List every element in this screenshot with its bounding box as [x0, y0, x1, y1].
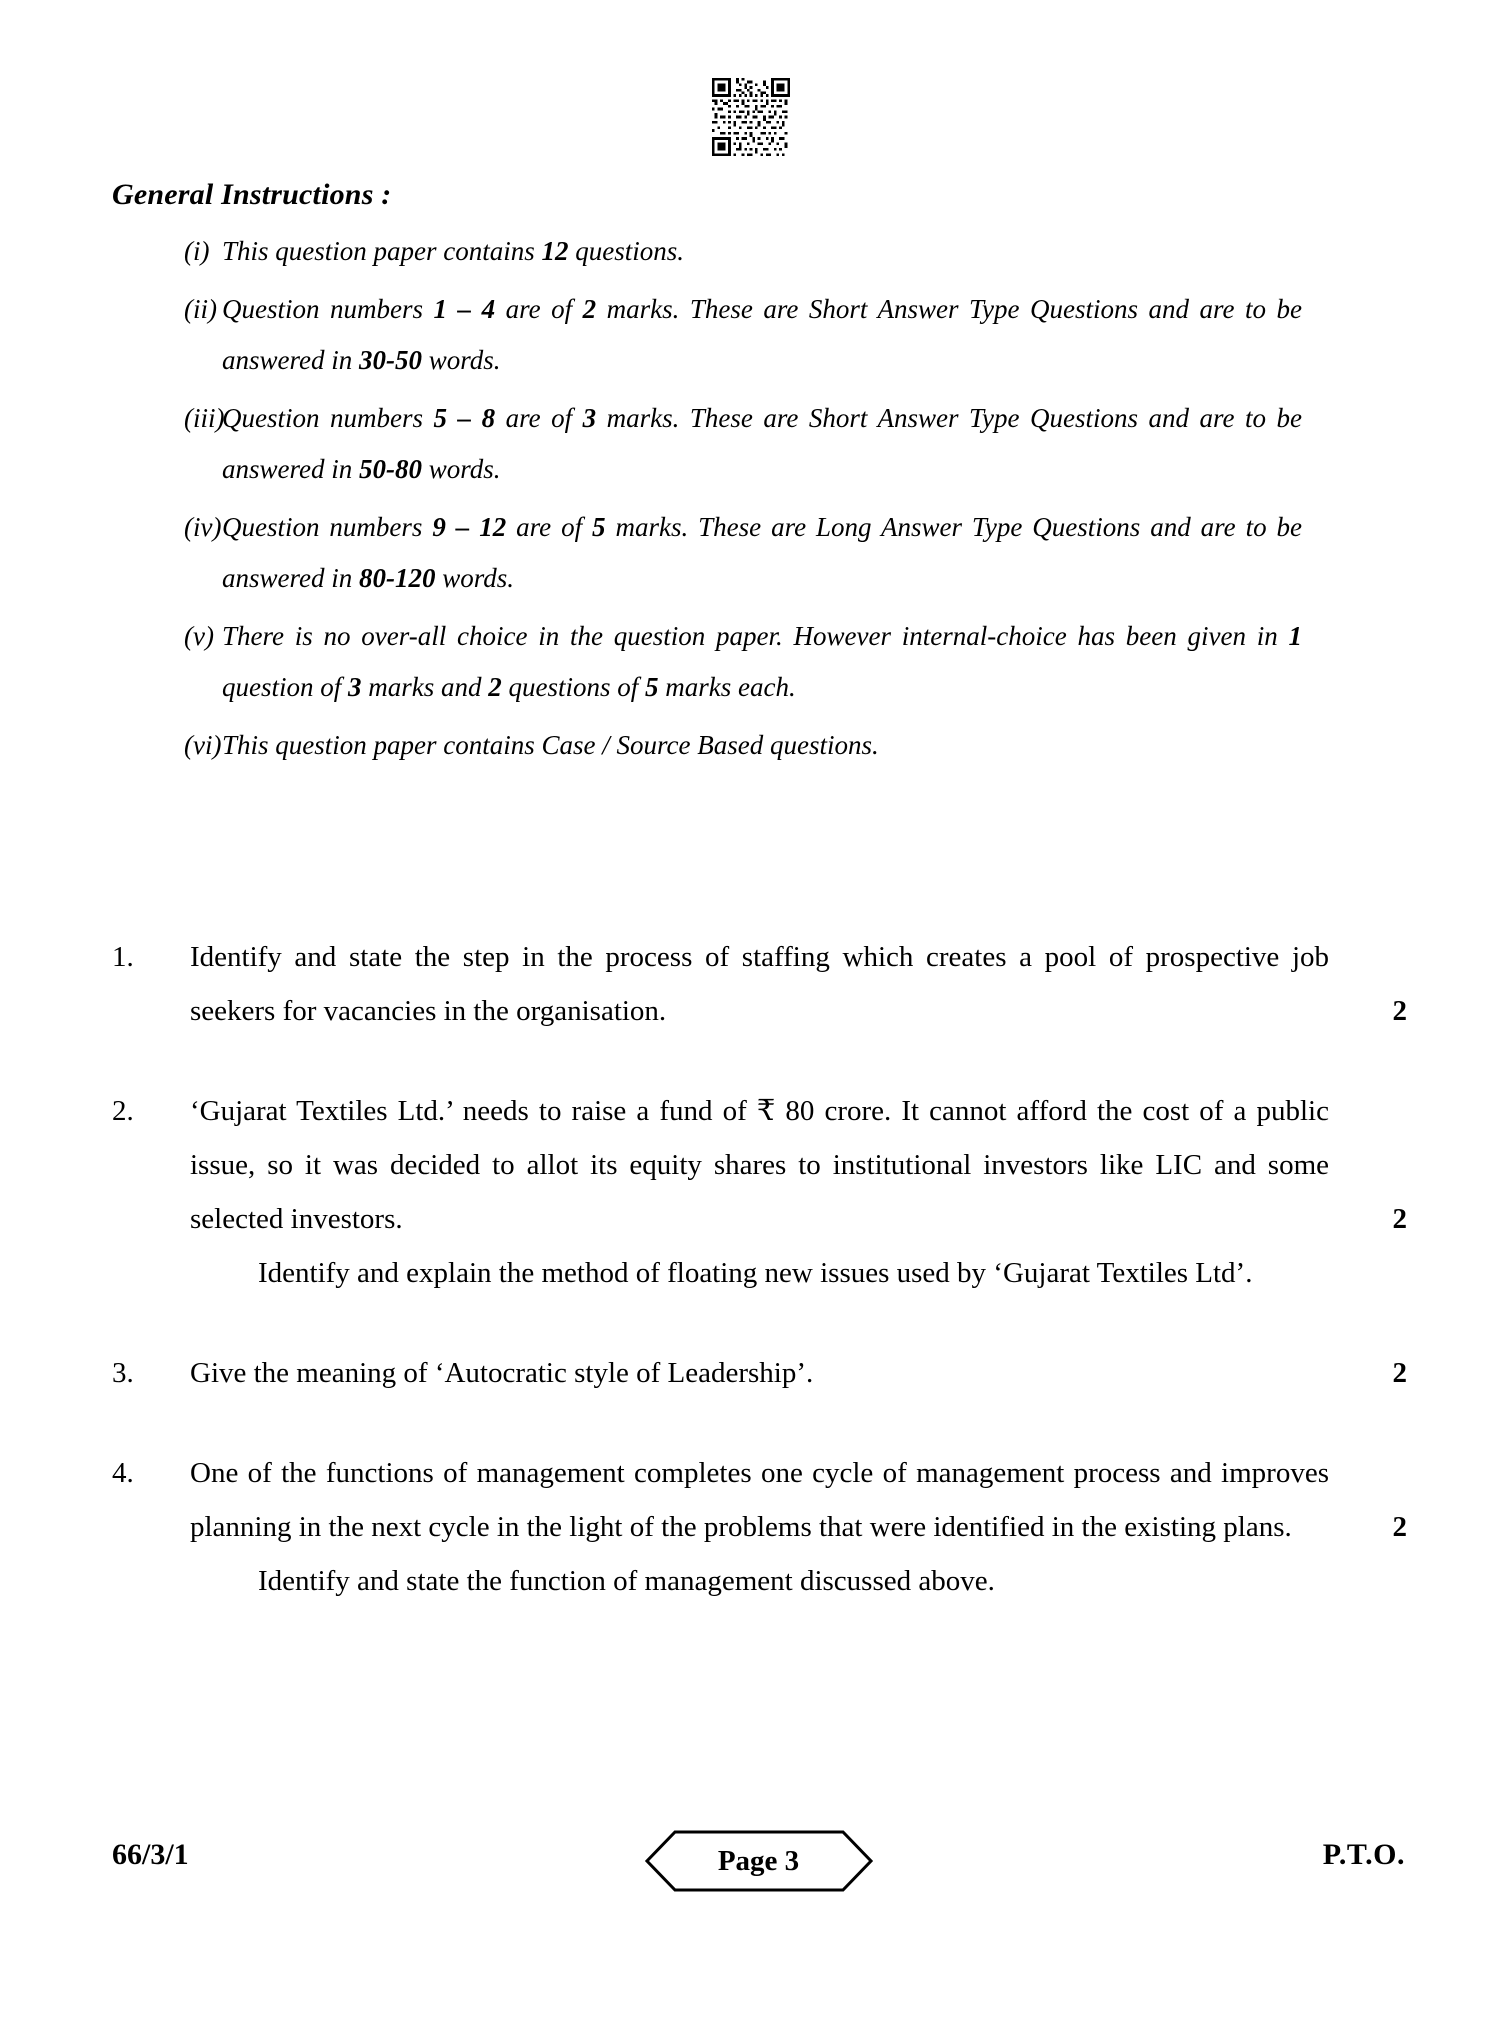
instruction-text: [222, 720, 1402, 771]
instruction-run: There is no over-all choice in the question paper. However internal-choice has been given in: [222, 621, 1289, 651]
instruction-emphasis: 1: [1288, 621, 1302, 651]
question-number: 1.: [112, 941, 134, 973]
question-body: [190, 930, 1407, 1038]
pto-label: P.T.O.: [1322, 1838, 1405, 1871]
question-body: [190, 1084, 1407, 1300]
instruction-run: are of: [495, 403, 583, 433]
instruction-marker: (iii): [184, 403, 225, 433]
question-paragraph: One of the functions of management completes one cycle of management process and improves planning in the next cycle in the light of the problems that were identified in the existing plans.: [190, 1457, 1329, 1543]
instruction-item: [112, 502, 1402, 604]
instruction-run: words.: [435, 563, 515, 593]
instruction-run: words.: [422, 345, 501, 375]
question-paragraph: Identify and explain the method of floating new issues used by ‘Gujarat Textiles Ltd’.: [258, 1257, 1253, 1289]
instruction-emphasis: 5: [592, 512, 606, 542]
general-instructions-section: [112, 178, 1402, 778]
question-marks: 2: [1392, 1357, 1407, 1389]
instruction-text: [222, 226, 1402, 277]
question-block: [112, 1446, 1407, 1608]
instruction-run: question of: [222, 672, 348, 702]
instruction-emphasis: 30-50: [359, 345, 422, 375]
question-block: [112, 1346, 1407, 1400]
question-paragraph: Identify and state the step in the process of staffing which creates a pool of prospective job seekers for vacancies in the organisation.: [190, 941, 1329, 1027]
instruction-item: [112, 284, 1402, 386]
question-number: 3.: [112, 1357, 134, 1389]
question-paragraph: Identify and state the function of management discussed above.: [258, 1565, 995, 1597]
instruction-marker: (iv): [184, 512, 222, 542]
instruction-text: [222, 611, 1402, 713]
question-marks: 2: [1392, 1511, 1407, 1543]
instruction-emphasis: 5: [645, 672, 659, 702]
question-paragraph: Give the meaning of ‘Autocratic style of Leadership’.: [190, 1357, 814, 1389]
instruction-item: [112, 393, 1402, 495]
instruction-run: marks and: [361, 672, 489, 702]
general-instructions-title: General Instructions :: [112, 178, 392, 211]
question-paragraph: ‘Gujarat Textiles Ltd.’ needs to raise a fund of ₹ 80 crore. It cannot afford the cost of a public issue, so it was decided to allot its equity shares to institutional investors like LIC and some selected investors.: [190, 1095, 1329, 1235]
instruction-emphasis: 12: [541, 236, 569, 266]
instruction-run: marks. These are Long Answer Type Questions and are to be answered in: [222, 512, 1302, 593]
question-body: [190, 1446, 1407, 1608]
page-number-label: Page 3: [717, 1844, 800, 1877]
instruction-run: are of: [506, 512, 593, 542]
instruction-item: [112, 226, 1402, 277]
instruction-run: marks each.: [658, 672, 796, 702]
instruction-emphasis: 2: [488, 672, 502, 702]
questions-section: [112, 930, 1407, 1654]
instruction-run: Question numbers: [222, 512, 433, 542]
instruction-emphasis: 2: [582, 294, 597, 324]
instruction-item: [112, 720, 1402, 771]
instruction-run: words.: [422, 454, 501, 484]
question-marks: 2: [1392, 1203, 1407, 1235]
instruction-run: Question numbers: [222, 294, 434, 324]
instruction-run: marks. These are Short Answer Type Questions and are to be answered in: [222, 294, 1303, 375]
question-block: [112, 1084, 1407, 1300]
instruction-emphasis: 3: [582, 403, 597, 433]
instruction-emphasis: 9 – 12: [432, 512, 507, 542]
page-footer: [112, 1830, 1405, 1900]
page-number-badge: [645, 1830, 873, 1892]
instruction-item: [112, 611, 1402, 713]
question-marks: 2: [1392, 995, 1407, 1027]
question-number: 4.: [112, 1457, 134, 1489]
instruction-emphasis: 1 – 4: [433, 294, 496, 324]
instruction-marker: (vi): [184, 730, 222, 760]
instruction-emphasis: 5 – 8: [433, 403, 496, 433]
instruction-run: questions of: [501, 672, 646, 702]
qr-code-icon: [712, 78, 790, 156]
instruction-emphasis: 50-80: [359, 454, 422, 484]
instruction-run: Question numbers: [222, 403, 434, 433]
instruction-text: [222, 502, 1402, 604]
instruction-run: This question paper contains: [222, 236, 542, 266]
instructions-list: [112, 226, 1402, 771]
instruction-marker: (v): [184, 621, 214, 651]
instruction-emphasis: 3: [348, 672, 362, 702]
instruction-marker: (ii): [184, 294, 217, 324]
question-body: [190, 1346, 1407, 1400]
question-number: 2.: [112, 1095, 134, 1127]
instruction-text: [222, 284, 1402, 386]
instruction-run: This question paper contains Case / Source Based questions.: [222, 730, 879, 760]
instruction-run: questions.: [568, 236, 685, 266]
paper-code: 66/3/1: [112, 1838, 189, 1871]
instruction-emphasis: 80-120: [359, 563, 436, 593]
question-block: [112, 930, 1407, 1038]
instruction-marker: (i): [184, 236, 210, 266]
instruction-run: marks. These are Short Answer Type Questions and are to be answered in: [222, 403, 1303, 484]
instruction-run: are of: [495, 294, 583, 324]
instruction-text: [222, 393, 1402, 495]
